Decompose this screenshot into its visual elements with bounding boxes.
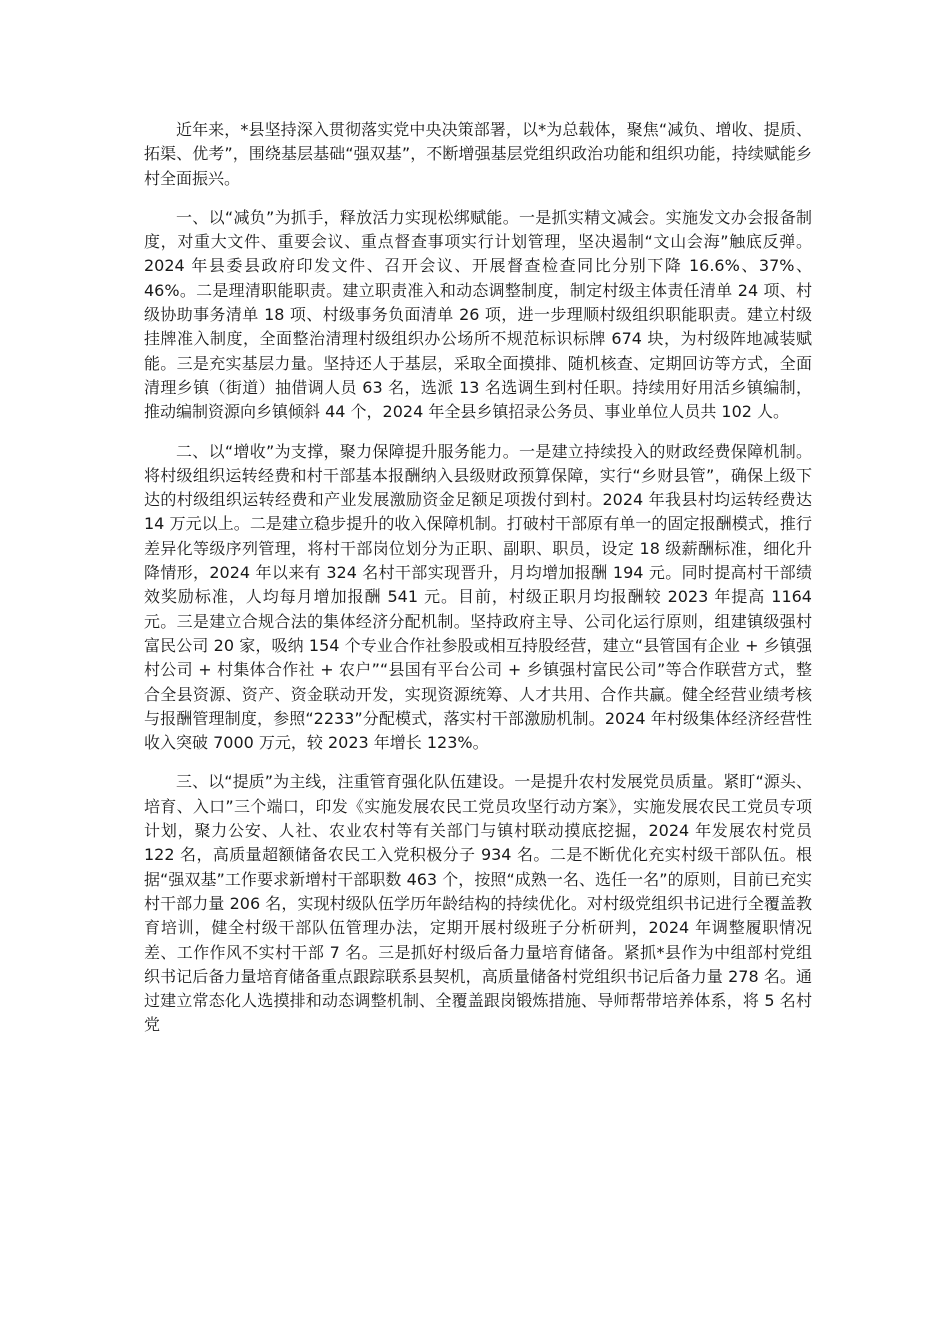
document-body	[144, 118, 812, 1053]
section-one-paragraph: 一、以“减负”为抓手，释放活力实现松绑赋能。一是抓实精文减会。实施发文办会报备制度，对重大文件、重要会议、重点督查事项实行计划管理，坚决遏制“文山会海”触底反弹。2024 年县委县政府印发文件、召开会议、开展督查检查同比分别下降 16.6%、37%、46%。二是理清职能职责。建立职责准入和动态调整制度，制定村级主体责任清单 24 项、村级协助事务清单 18 项、村级事务负面清单 26 项，进一步理顺村级组织职能职责。建立村级挂牌准入制度，全面整治清理村级组织办公场所不规范标识标牌 674 块，为村级阵地减装赋能。三是充实基层力量。坚持还人于基层，采取全面摸排、随机核查、定期回访等方式，全面清理乡镇（街道）抽借调人员 63 名，选派 13 名选调生到村任职。持续用好用活乡镇编制，推动编制资源向乡镇倾斜 44 个，2024 年全县乡镇招录公务员、事业单位人员共 102 人。	[144, 207, 812, 422]
intro-paragraph: 近年来，*县坚持深入贯彻落实党中央决策部署，以*为总载体，聚焦“减负、增收、提质、拓渠、优考”，围绕基层基础“强双基”，不断增强基层党组织政治功能和组织功能，持续赋能乡村全面振兴。	[144, 120, 812, 188]
section-three-paragraph: 三、以“提质”为主线，注重管育强化队伍建设。一是提升农村发展党员质量。紧盯“源头、培育、入口”三个端口，印发《实施发展农民工党员攻坚行动方案》，实施发展农民工党员专项计划，聚力公安、人社、农业农村等有关部门与镇村联动摸底挖掘，2024 年发展农村党员 122 名，高质量超额储备农民工入党积极分子 934 名。二是不断优化充实村级干部队伍。根据“强双基”工作要求新增村干部职数 463 个，按照“成熟一名、选任一名”的原则，目前已充实村干部力量 206 名，实现村级队伍学历年龄结构的持续优化。对村级党组织书记进行全覆盖教育培训，健全村级干部队伍管理办法，定期开展村级班子分析研判，2024 年调整履职情况差、工作作风不实村干部 7 名。三是抓好村级后备力量培育储备。紧抓*县作为中组部村党组织书记后备力量培育储备重点跟踪联系县契机，高质量储备村党组织书记后备力量 278 名。通过建立常态化人选摸排和动态调整机制、全覆盖跟岗锻炼措施、导师帮带培养体系，将 5 名村党	[144, 772, 812, 1035]
section-two-paragraph: 二、以“增收”为支撑，聚力保障提升服务能力。一是建立持续投入的财政经费保障机制。将村级组织运转经费和村干部基本报酬纳入县级财政预算保障，实行“乡财县管”，确保上级下达的村级组织运转经费和产业发展激励资金足额足项拨付到村。2024 年我县村均运转经费达 14 万元以上。二是建立稳步提升的收入保障机制。打破村干部原有单一的固定报酬模式，推行差异化等级序列管理，将村干部岗位划分为正职、副职、职员，设定 18 级薪酬标准，细化升降情形，2024 年以来有 324 名村干部实现晋升，月均增加报酬 194 元。同时提高村干部绩效奖励标准，人均每月增加报酬 541 元。目前，村级正职月均报酬较 2023 年提高 1164 元。三是建立合规合法的集体经济分配机制。坚持政府主导、公司化运行原则，组建镇级强村富民公司 20 家，吸纳 154 个专业合作社参股或相互持股经营，建立“县管国有企业 + 乡镇强村公司 + 村集体合作社 + 农户”“县国有平台公司 + 乡镇强村富民公司”等合作联营方式，整合全县资源、资产、资金联动开发，实现资源统筹、人才共用、合作共赢。健全经营业绩考核与报酬管理制度，参照“2233”分配模式，落实村干部激励机制。2024 年村级集体经济经营性收入突破 7000 万元，较 2023 年增长 123%。	[144, 441, 812, 753]
